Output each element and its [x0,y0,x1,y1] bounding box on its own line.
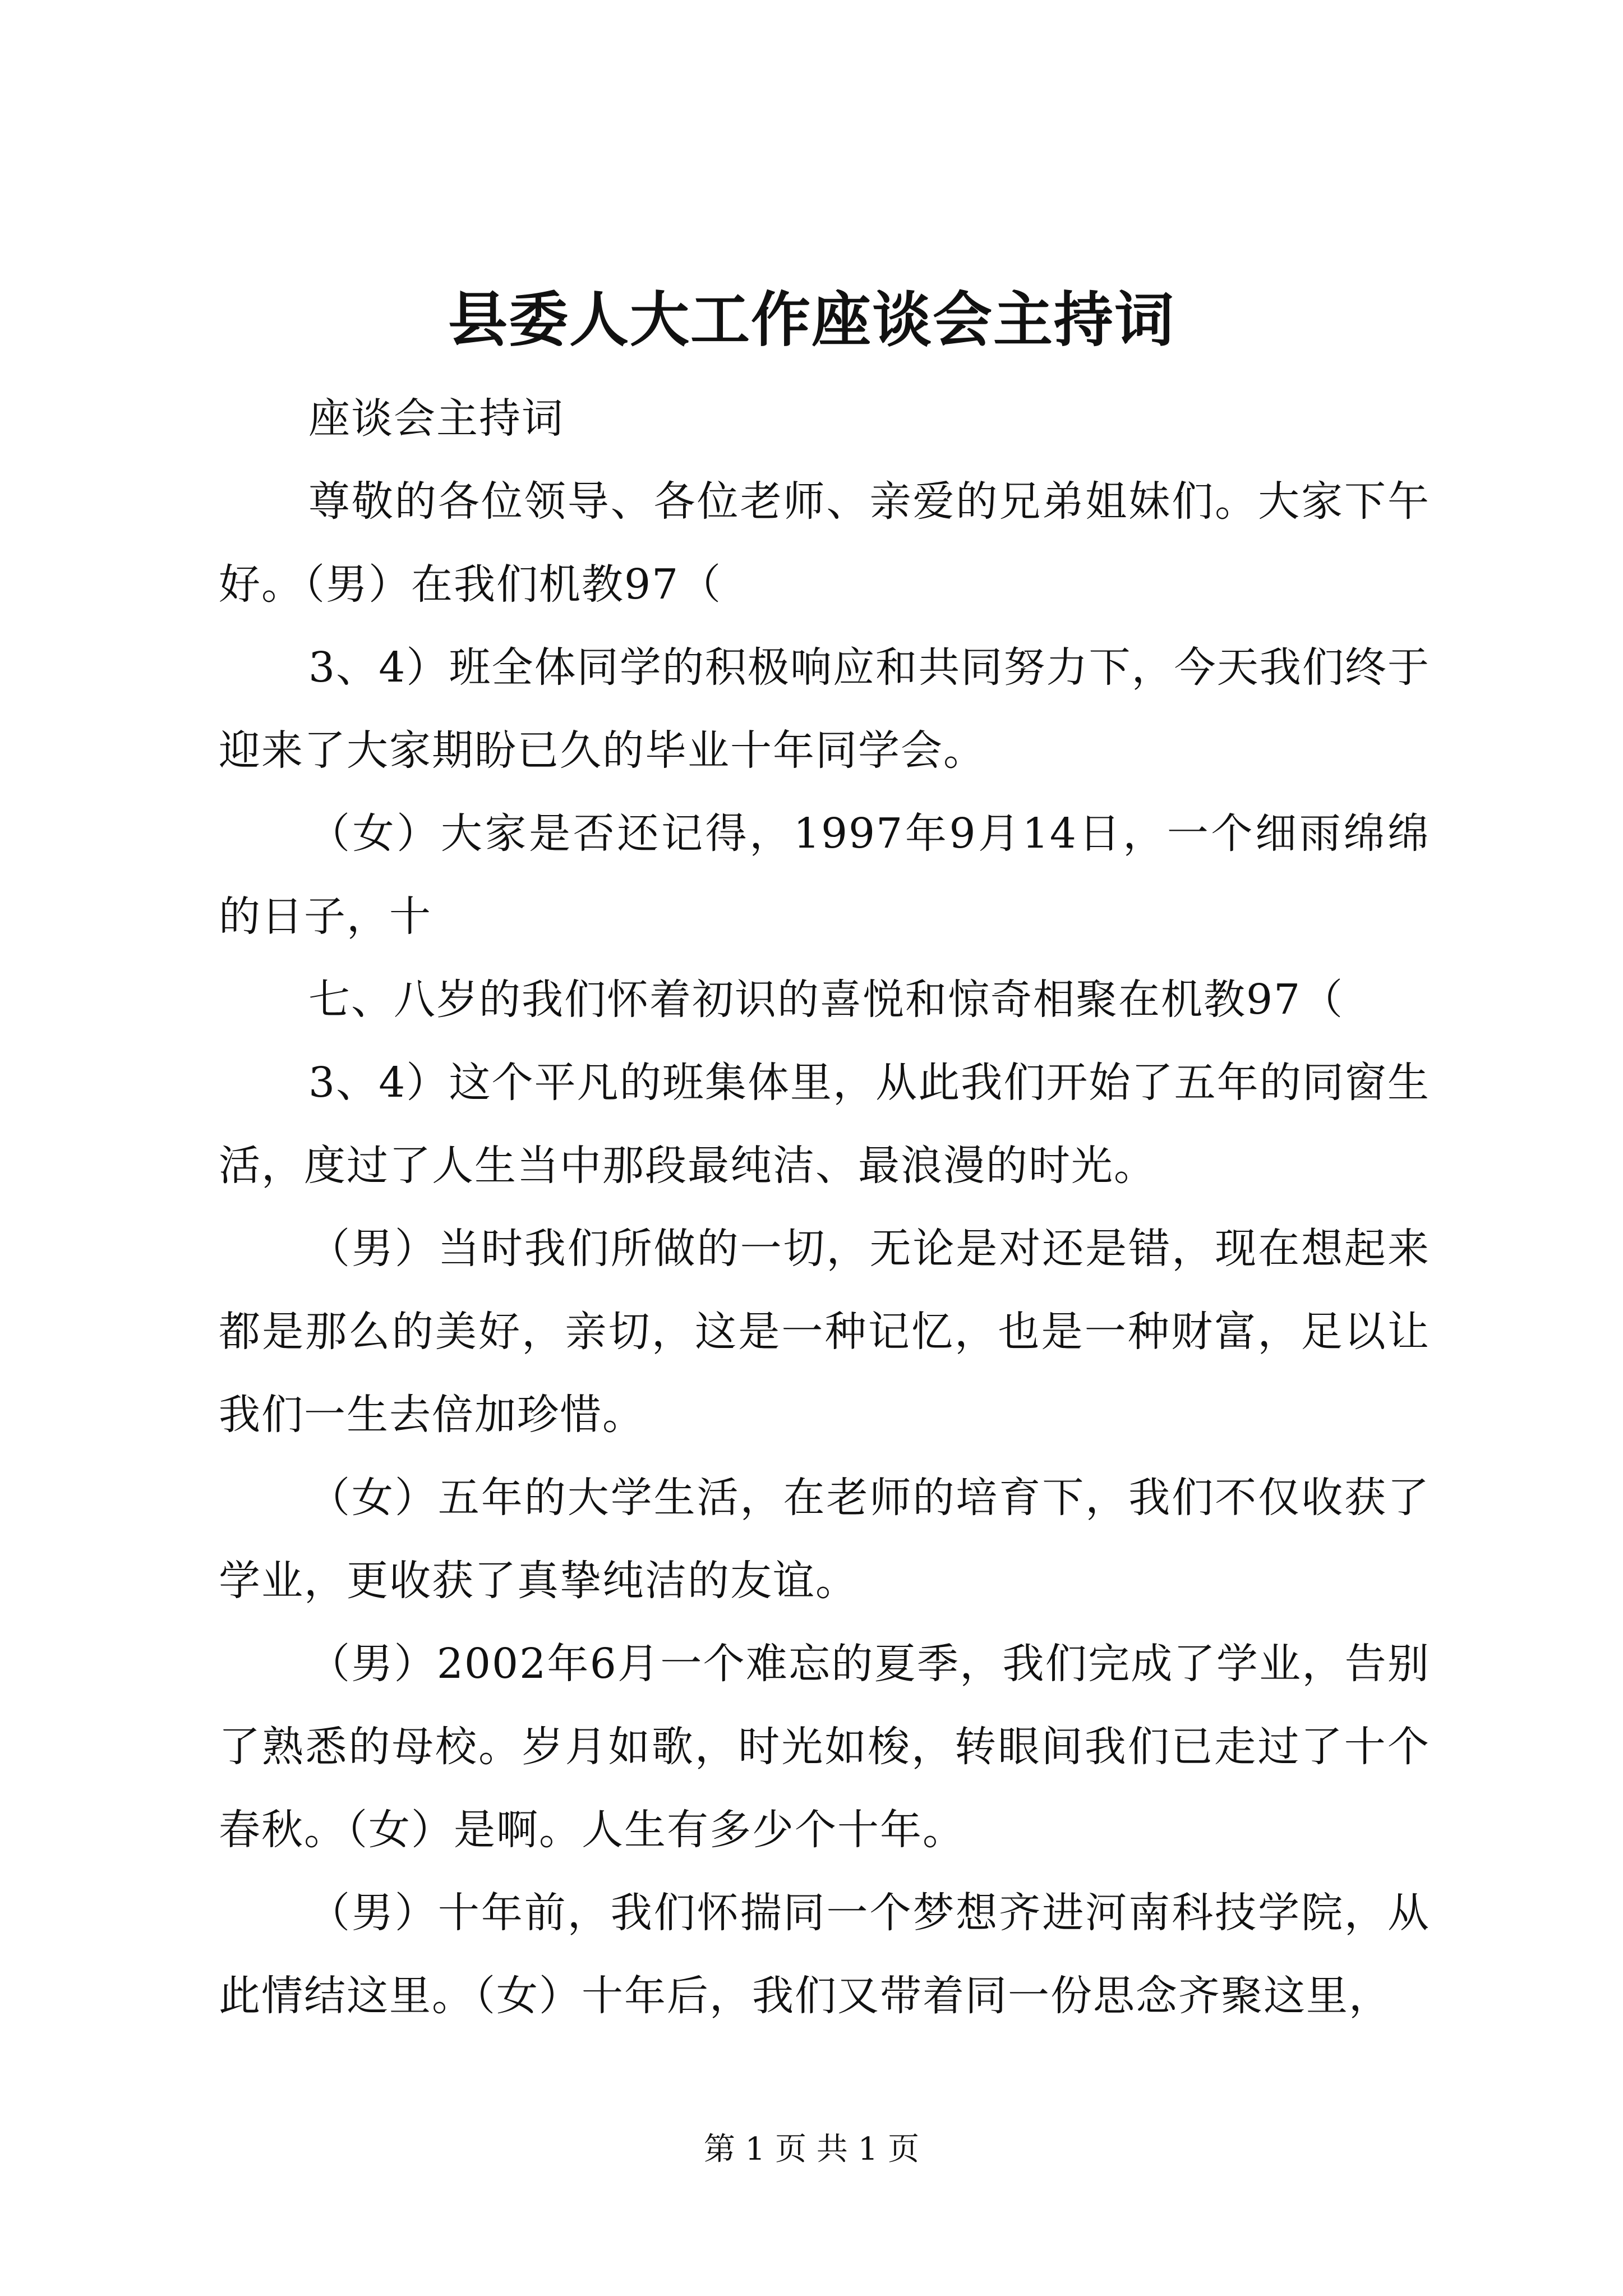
paragraph: （男）2002年6月一个难忘的夏季，我们完成了学业，告别了熟悉的母校。岁月如歌，时光如梭，转眼间我们已走过了十个春秋。（女）是啊。人生有多少个十年。 [219,1640,1430,1854]
document-body [219,377,1430,2037]
paragraph: （男）当时我们所做的一切，无论是对还是错，现在想起来都是那么的美好，亲切，这是一种记忆，也是一种财富，足以让我们一生去倍加珍惜。 [219,1225,1430,1439]
paragraph: （女）五年的大学生活，在老师的培育下，我们不仅收获了学业，更收获了真挚纯洁的友谊。 [219,1474,1430,1605]
page-footer: 第 1 页 共 1 页 [703,2131,920,2168]
paragraph: 3、4）这个平凡的班集体里，从此我们开始了五年的同窗生活，度过了人生当中那段最纯洁、最浪漫的时光。 [219,1059,1430,1190]
paragraph: 3、4）班全体同学的积极响应和共同努力下，今天我们终于迎来了大家期盼已久的毕业十年同学会。 [219,643,1430,775]
paragraph: 尊敬的各位领导、各位老师、亲爱的兄弟姐妹们。大家下午好。（男）在我们机教97（ [219,477,1430,609]
paragraph: 七、八岁的我们怀着初识的喜悦和惊奇相聚在机教97（ [308,976,1344,1024]
document-title: 县委人大工作座谈会主持词 [448,284,1175,355]
paragraph: 座谈会主持词 [308,394,564,443]
paragraph: （女）大家是否还记得，1997年9月14日，一个细雨绵绵的日子，十 [219,809,1430,941]
paragraph: （男）十年前，我们怀揣同一个梦想齐进河南科技学院，从此情结这里。（女）十年后，我们又带着同一份思念齐聚这里， [219,1889,1430,2020]
